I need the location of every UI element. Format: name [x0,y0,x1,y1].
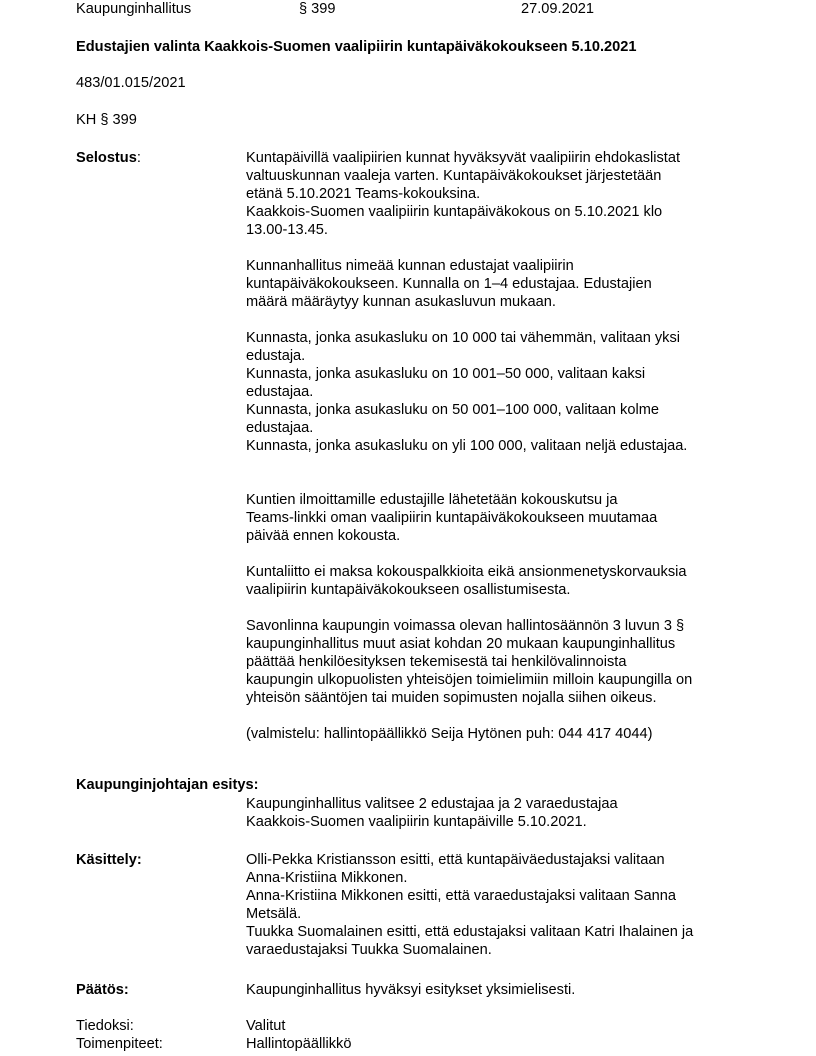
tiedoksi-label: Tiedoksi: [76,1018,134,1034]
body-line: edustajaa. [246,384,314,400]
body-line [246,707,766,725]
body-line [246,599,766,617]
body-line: Anna-Kristiina Mikkonen. [246,870,408,886]
paatos-label: Päätös: [76,982,129,998]
toimenpiteet-value: Hallintopäällikkö [246,1036,352,1052]
header-date: 27.09.2021 [521,1,595,17]
body-line [246,473,766,491]
body-line: Teams-linkki oman vaalipiirin kuntapäiväkokoukseen muutamaa [246,510,658,526]
body-line: päivää ennen kokousta. [246,528,401,544]
body-line: Kunnasta, jonka asukasluku on 50 001–100 000, valitaan kolme [246,402,659,418]
kh-reference: KH § 399 [76,112,137,128]
selostus-body [246,149,766,743]
body-line: Kunnasta, jonka asukasluku on yli 100 000, valitaan neljä edustajaa. [246,438,688,454]
selostus-label: Selostus: [76,150,141,166]
body-line [246,311,766,329]
body-line: vaalipiirin kuntapäiväkokoukseen osallistumisesta. [246,582,571,598]
body-line: etänä 5.10.2021 Teams-kokouksina. [246,186,481,202]
esitys-label: Kaupunginjohtajan esitys: [76,777,259,793]
body-line: Kunnasta, jonka asukasluku on 10 001–50 000, valitaan kaksi [246,366,646,382]
body-line: valtuuskunnan vaaleja varten. Kuntapäiväkokoukset järjestetään [246,168,662,184]
body-line [246,455,766,473]
body-line: Anna-Kristiina Mikkonen esitti, että varaedustajaksi valitaan Sanna [246,888,676,904]
body-line: yhteisön sääntöjen tai muiden sopimusten nojalla siihen oikeus. [246,690,657,706]
body-line: kaupungin ulkopuolisten yhteisöjen toimielimiin milloin kaupungilla on [246,672,693,688]
body-line: Kunnasta, jonka asukasluku on 10 000 tai vähemmän, valitaan yksi [246,330,681,346]
body-line: Kuntien ilmoittamille edustajille lähetetään kokouskutsu ja [246,492,618,508]
header-section: § 399 [299,1,336,17]
body-line: Olli-Pekka Kristiansson esitti, että kuntapäiväedustajaksi valitaan [246,852,665,868]
body-line: edustajaa. [246,420,314,436]
header-body: Kaupunginhallitus [76,1,192,17]
body-line: Tuukka Suomalainen esitti, että edustajaksi valitaan Katri Ihalainen ja [246,924,694,940]
body-line: Kunnanhallitus nimeää kunnan edustajat vaalipiirin [246,258,574,274]
body-line: päättää henkilöesityksen tekemisestä tai henkilövalinnoista [246,654,627,670]
body-line: Kuntaliitto ei maksa kokouspalkkioita eikä ansionmenetyskorvauksia [246,564,687,580]
body-line: varaedustajaksi Tuukka Suomalainen. [246,942,492,958]
body-line: Kaakkois-Suomen vaalipiirin kuntapäiväkokous on 5.10.2021 klo [246,204,663,220]
tiedoksi-value: Valitut [246,1018,286,1034]
document-title: Edustajien valinta Kaakkois-Suomen vaalipiirin kuntapäiväkokoukseen 5.10.2021 [76,39,637,55]
paatos-text: Kaupunginhallitus hyväksyi esitykset yksimielisesti. [246,982,576,998]
body-line: Metsälä. [246,906,302,922]
body-line: Kuntapäivillä vaalipiirien kunnat hyväksyvät vaalipiirin ehdokaslistat [246,150,680,166]
body-line: edustaja. [246,348,306,364]
body-line: 13.00-13.45. [246,222,328,238]
diary-number: 483/01.015/2021 [76,75,186,91]
body-line: kuntapäiväkokoukseen. Kunnalla on 1–4 edustajaa. Edustajien [246,276,652,292]
body-line: Kaupunginhallitus valitsee 2 edustajaa ja 2 varaedustajaa [246,796,618,812]
kasittely-label: Käsittely: [76,852,142,868]
body-line [246,545,766,563]
body-line: (valmistelu: hallintopäällikkö Seija Hytönen puh: 044 417 4044) [246,726,653,742]
body-line: Savonlinna kaupungin voimassa olevan hallintosäännön 3 luvun 3 § [246,618,685,634]
toimenpiteet-label: Toimenpiteet: [76,1036,163,1052]
esitys-body [246,795,766,831]
kasittely-body [246,851,766,959]
body-line [246,239,766,257]
body-line: määrä määräytyy kunnan asukasluvun mukaan. [246,294,556,310]
body-line: kaupunginhallitus muut asiat kohdan 20 mukaan kaupunginhallitus [246,636,676,652]
body-line: Kaakkois-Suomen vaalipiirin kuntapäiville 5.10.2021. [246,814,587,830]
